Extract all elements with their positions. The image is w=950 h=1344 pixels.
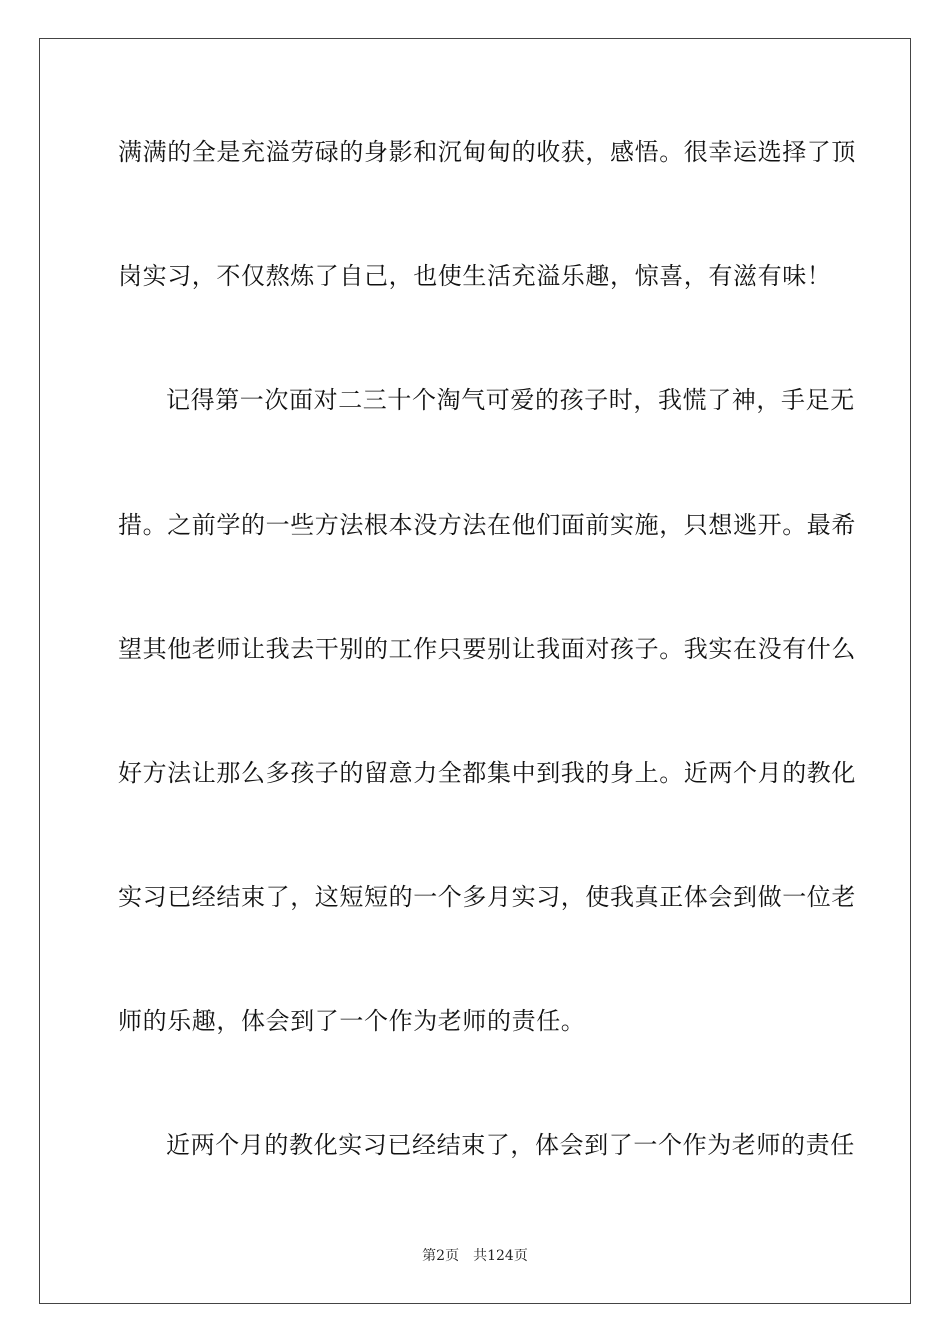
text-line: 岗实习，不仅熬炼了自己，也使生活充溢乐趣，惊喜，有滋有味！ (118, 262, 832, 290)
page-footer (0, 1247, 950, 1265)
text-line: 实习已经结束了，这短短的一个多月实习，使我真正体会到做一位老 (118, 883, 856, 911)
page-frame (39, 38, 911, 1304)
paragraph-start-line: 近两个月的教化实习已经结束了，体会到了一个作为老师的责任 (166, 1131, 855, 1159)
text-line: 好方法让那么多孩子的留意力全都集中到我的身上。近两个月的教化 (118, 759, 856, 787)
text-line: 措。之前学的一些方法根本没方法在他们面前实施，只想逃开。最希 (118, 511, 856, 539)
page-total: 共124页 (473, 1248, 528, 1264)
page-number: 第2页 (422, 1248, 460, 1264)
paragraph-start-line: 记得第一次面对二三十个淘气可爱的孩子时，我慌了神，手足无 (166, 386, 855, 414)
text-line: 望其他老师让我去干别的工作只要别让我面对孩子。我实在没有什么 (118, 635, 856, 663)
text-line: 满满的全是充溢劳碌的身影和沉甸甸的收获，感悟。很幸运选择了顶 (118, 138, 856, 166)
text-line: 师的乐趣，体会到了一个作为老师的责任。 (118, 1007, 586, 1035)
